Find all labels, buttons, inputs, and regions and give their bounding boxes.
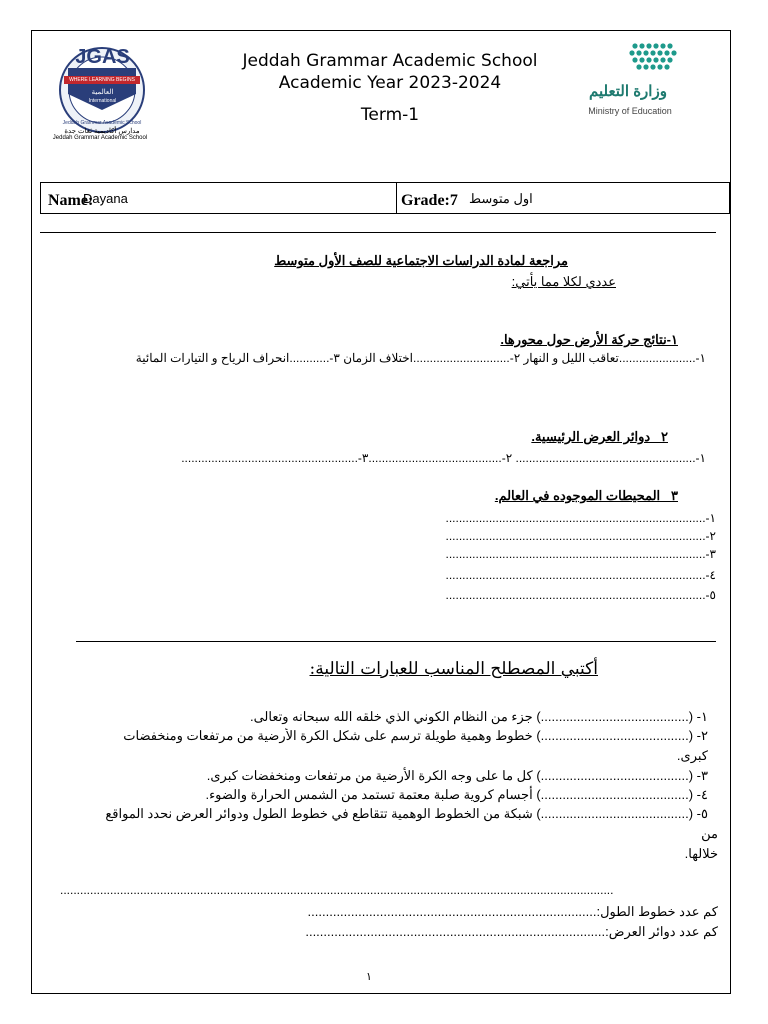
logo-sub-text: International [88,98,117,104]
grade-cell [397,183,729,213]
term-label: Term-1 [360,105,420,125]
academic-year: Academic Year 2023-2024 [278,73,502,93]
grade-value: اول متوسط [469,191,533,206]
grade-label: Grade:7 [401,192,458,209]
divider-top [40,232,716,233]
q3-answer-line: ٢-.............................................................................. [445,529,716,543]
logo-badge-text: JGAS [75,46,130,68]
school-name: Jeddah Grammar Academic School [242,51,538,71]
q3-answer-line: ٣-.............................................................................. [445,547,716,561]
term-item-continuation: خلالها. [684,846,718,861]
answer-dots-line: ...................................................................................................................................................................... [60,883,614,897]
name-value: Dayana [83,191,128,206]
latitude-count-line: كم عدد دوائر العرض:................................................................................... [305,924,718,939]
term-item-continuation: من [701,826,718,841]
q3-heading: ٣_ المحيطات الموجوده في العالم. [494,488,678,503]
term-item: ٢- (.........................................) خطوط وهمية طويلة ترسم على شكل الكرة الأرضية من مرتفعات ومنخفضات [123,728,708,743]
divider-middle [76,641,716,642]
ministry-logo [625,40,685,80]
review-title: مراجعة لمادة الدراسات الاجتماعية للصف الأول متوسط [274,253,568,268]
q3-answer-line: ٤-.............................................................................. [445,568,716,582]
q2-answer-line: ١-...................................................... ٢-........................................٣-..................................................... [181,451,706,465]
page-number: ١ [366,971,372,983]
term-item: ٥- (.........................................) شبكة من الخطوط الوهمية تتقاطع في خطوط الطول ودوائر العرض نحدد المواقع [105,806,708,821]
term-item-continuation: كبرى. [676,748,708,763]
term-item: ٣- (.........................................) كل ما على وجه الكرة الأرضية من مرتفعات ومنخفضات كبرى. [206,768,708,783]
longitude-count-line: كم عدد خطوط الطول:................................................................................ [307,904,718,919]
ministry-english: Ministry of Education [588,106,672,116]
q3-answer-line: ٥-.............................................................................. [445,588,716,602]
q1-answer-line: ١-.......................تعاقب الليل و النهار ٢-.............................اختلاف الزمان ٣-............انحراف الرياح و التيارات المائية [135,351,706,365]
logo-caption-arabic: مدارس أكاديمية ثغات جدة [64,128,140,135]
logo-caption-english: Jeddah Grammar Academic School [52,135,148,141]
logo-ribbon-text: WHERE LEARNING BEGINS [69,77,135,83]
student-info-box [40,182,730,214]
terms-title: أكتبي المصطلح المناسب للعبارات التالية: [309,659,598,679]
logo-ring-text: Jeddah Grammar Academic School [62,120,142,126]
name-label: Name: [48,192,94,209]
name-cell [41,183,397,213]
term-item: ١- (.........................................) جزء من النظام الكوني الذي خلقه الله سبحانه وتعالى. [249,709,708,724]
review-instruction: عددي لكلا مما يأتي: [511,274,616,289]
term-item: ٤- (.........................................) أجسام كروية صلبة معتمة تستمد من الشمس الحرارة والضوء. [205,787,708,802]
q3-answer-line: ١-.............................................................................. [445,511,716,525]
ministry-arabic: وزارة التعليم [589,83,667,100]
q2-heading: ٢_ دوائر العرض الرئيسية. [531,429,668,444]
logo-arabic-text: العالمية [91,89,114,96]
q1-heading: ١-نتائج حركة الأرض حول محورها. [500,332,678,347]
